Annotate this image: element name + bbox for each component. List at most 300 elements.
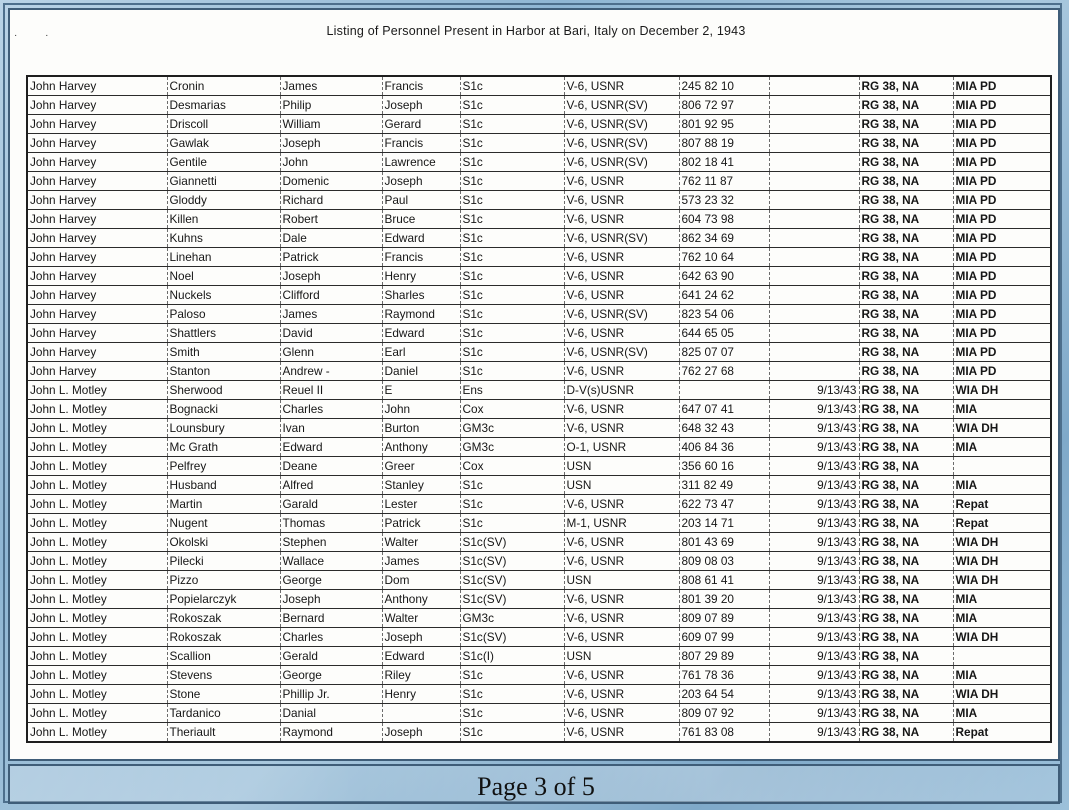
table-row: [27, 685, 1051, 704]
page-indicator: Page 3 of 5: [477, 772, 595, 801]
status-cell: MIA PD: [953, 134, 1051, 153]
service-number-cell: 647 07 41: [679, 400, 769, 419]
date-cell: 9/13/43: [769, 419, 859, 438]
rate-cell: S1c: [460, 514, 564, 533]
first-name-cell: Danial: [280, 704, 382, 723]
table-row: [27, 286, 1051, 305]
table-row: [27, 419, 1051, 438]
first-name-cell: Raymond: [280, 723, 382, 743]
first-name-cell: Andrew -: [280, 362, 382, 381]
ship-cell: John L. Motley: [27, 552, 167, 571]
rate-cell: S1c: [460, 685, 564, 704]
scan-artifact: · ·: [14, 30, 49, 41]
rate-cell: S1c: [460, 172, 564, 191]
service-cell: V-6, USNR(SV): [564, 115, 679, 134]
first-name-cell: Gerald: [280, 647, 382, 666]
status-cell: MIA PD: [953, 343, 1051, 362]
table-row: [27, 96, 1051, 115]
last-name-cell: Driscoll: [167, 115, 280, 134]
service-number-cell: 356 60 16: [679, 457, 769, 476]
service-cell: V-6, USNR: [564, 400, 679, 419]
table-row: [27, 153, 1051, 172]
record-source-cell: RG 38, NA: [859, 438, 953, 457]
middle-name-cell: James: [382, 552, 460, 571]
ship-cell: John Harvey: [27, 229, 167, 248]
middle-name-cell: Burton: [382, 419, 460, 438]
last-name-cell: Lounsbury: [167, 419, 280, 438]
record-source-cell: RG 38, NA: [859, 495, 953, 514]
record-source-cell: RG 38, NA: [859, 115, 953, 134]
service-number-cell: 642 63 90: [679, 267, 769, 286]
status-cell: MIA: [953, 438, 1051, 457]
service-number-cell: 622 73 47: [679, 495, 769, 514]
first-name-cell: Wallace: [280, 552, 382, 571]
ship-cell: John Harvey: [27, 134, 167, 153]
rate-cell: S1c(I): [460, 647, 564, 666]
status-cell: Repat: [953, 514, 1051, 533]
last-name-cell: Desmarias: [167, 96, 280, 115]
first-name-cell: Reuel II: [280, 381, 382, 400]
table-row: [27, 590, 1051, 609]
service-number-cell: 808 61 41: [679, 571, 769, 590]
last-name-cell: Mc Grath: [167, 438, 280, 457]
last-name-cell: Sherwood: [167, 381, 280, 400]
rate-cell: S1c(SV): [460, 552, 564, 571]
status-cell: MIA PD: [953, 267, 1051, 286]
service-cell: V-6, USNR: [564, 210, 679, 229]
date-cell: [769, 134, 859, 153]
status-cell: WIA DH: [953, 533, 1051, 552]
status-cell: MIA PD: [953, 305, 1051, 324]
rate-cell: S1c: [460, 153, 564, 172]
last-name-cell: Popielarczyk: [167, 590, 280, 609]
middle-name-cell: Lawrence: [382, 153, 460, 172]
date-cell: [769, 305, 859, 324]
first-name-cell: Edward: [280, 438, 382, 457]
middle-name-cell: Henry: [382, 267, 460, 286]
status-cell: MIA PD: [953, 286, 1051, 305]
service-cell: V-6, USNR: [564, 324, 679, 343]
date-cell: [769, 229, 859, 248]
rate-cell: S1c: [460, 96, 564, 115]
date-cell: [769, 343, 859, 362]
status-cell: MIA: [953, 400, 1051, 419]
record-source-cell: RG 38, NA: [859, 305, 953, 324]
record-source-cell: RG 38, NA: [859, 343, 953, 362]
service-number-cell: 809 07 92: [679, 704, 769, 723]
status-cell: MIA PD: [953, 229, 1051, 248]
service-number-cell: 245 82 10: [679, 76, 769, 96]
service-cell: V-6, USNR: [564, 286, 679, 305]
first-name-cell: Charles: [280, 628, 382, 647]
table-row: [27, 76, 1051, 96]
service-number-cell: 203 64 54: [679, 685, 769, 704]
status-cell: [953, 457, 1051, 476]
record-source-cell: RG 38, NA: [859, 324, 953, 343]
status-cell: MIA PD: [953, 248, 1051, 267]
table-row: [27, 609, 1051, 628]
service-number-cell: 761 83 08: [679, 723, 769, 743]
table-row: [27, 438, 1051, 457]
ship-cell: John Harvey: [27, 76, 167, 96]
date-cell: 9/13/43: [769, 400, 859, 419]
middle-name-cell: [382, 704, 460, 723]
rate-cell: S1c(SV): [460, 628, 564, 647]
status-cell: MIA PD: [953, 210, 1051, 229]
last-name-cell: Gloddy: [167, 191, 280, 210]
ship-cell: John Harvey: [27, 343, 167, 362]
status-cell: WIA DH: [953, 552, 1051, 571]
service-cell: V-6, USNR: [564, 704, 679, 723]
date-cell: [769, 267, 859, 286]
service-cell: V-6, USNR(SV): [564, 153, 679, 172]
ship-cell: John Harvey: [27, 248, 167, 267]
table-row: [27, 172, 1051, 191]
middle-name-cell: Walter: [382, 533, 460, 552]
rate-cell: S1c: [460, 134, 564, 153]
record-source-cell: RG 38, NA: [859, 267, 953, 286]
record-source-cell: RG 38, NA: [859, 172, 953, 191]
service-number-cell: 641 24 62: [679, 286, 769, 305]
last-name-cell: Okolski: [167, 533, 280, 552]
service-cell: V-6, USNR: [564, 172, 679, 191]
first-name-cell: James: [280, 76, 382, 96]
last-name-cell: Pelfrey: [167, 457, 280, 476]
status-cell: MIA PD: [953, 76, 1051, 96]
ship-cell: John L. Motley: [27, 438, 167, 457]
first-name-cell: James: [280, 305, 382, 324]
table-row: [27, 666, 1051, 685]
table-row: [27, 229, 1051, 248]
date-cell: 9/13/43: [769, 685, 859, 704]
last-name-cell: Cronin: [167, 76, 280, 96]
date-cell: [769, 76, 859, 96]
service-number-cell: 807 29 89: [679, 647, 769, 666]
ship-cell: John L. Motley: [27, 609, 167, 628]
date-cell: 9/13/43: [769, 552, 859, 571]
record-source-cell: RG 38, NA: [859, 419, 953, 438]
first-name-cell: Joseph: [280, 134, 382, 153]
first-name-cell: Ivan: [280, 419, 382, 438]
service-number-cell: 762 11 87: [679, 172, 769, 191]
ship-cell: John L. Motley: [27, 704, 167, 723]
rate-cell: S1c: [460, 248, 564, 267]
date-cell: [769, 96, 859, 115]
record-source-cell: RG 38, NA: [859, 153, 953, 172]
status-cell: MIA: [953, 590, 1051, 609]
status-cell: MIA: [953, 476, 1051, 495]
record-source-cell: RG 38, NA: [859, 666, 953, 685]
status-cell: MIA PD: [953, 96, 1051, 115]
last-name-cell: Scallion: [167, 647, 280, 666]
table-row: [27, 457, 1051, 476]
table-row: [27, 381, 1051, 400]
date-cell: 9/13/43: [769, 723, 859, 743]
record-source-cell: RG 38, NA: [859, 590, 953, 609]
date-cell: [769, 324, 859, 343]
ship-cell: John L. Motley: [27, 571, 167, 590]
service-cell: V-6, USNR(SV): [564, 305, 679, 324]
first-name-cell: Deane: [280, 457, 382, 476]
first-name-cell: Clifford: [280, 286, 382, 305]
ship-cell: John Harvey: [27, 305, 167, 324]
middle-name-cell: Joseph: [382, 723, 460, 743]
last-name-cell: Stanton: [167, 362, 280, 381]
date-cell: [769, 172, 859, 191]
first-name-cell: Bernard: [280, 609, 382, 628]
first-name-cell: Phillip Jr.: [280, 685, 382, 704]
date-cell: [769, 362, 859, 381]
rate-cell: S1c: [460, 210, 564, 229]
rate-cell: S1c: [460, 305, 564, 324]
status-cell: MIA PD: [953, 324, 1051, 343]
table-row: [27, 514, 1051, 533]
record-source-cell: RG 38, NA: [859, 248, 953, 267]
rate-cell: S1c: [460, 286, 564, 305]
middle-name-cell: Anthony: [382, 590, 460, 609]
ship-cell: John L. Motley: [27, 647, 167, 666]
rate-cell: GM3c: [460, 609, 564, 628]
status-cell: WIA DH: [953, 571, 1051, 590]
last-name-cell: Pilecki: [167, 552, 280, 571]
middle-name-cell: Joseph: [382, 96, 460, 115]
table-row: [27, 305, 1051, 324]
middle-name-cell: Francis: [382, 134, 460, 153]
ship-cell: John L. Motley: [27, 457, 167, 476]
record-source-cell: RG 38, NA: [859, 400, 953, 419]
status-cell: MIA PD: [953, 115, 1051, 134]
middle-name-cell: Greer: [382, 457, 460, 476]
middle-name-cell: Daniel: [382, 362, 460, 381]
service-number-cell: 801 43 69: [679, 533, 769, 552]
service-cell: V-6, USNR: [564, 590, 679, 609]
last-name-cell: Kuhns: [167, 229, 280, 248]
service-cell: V-6, USNR: [564, 552, 679, 571]
ship-cell: John L. Motley: [27, 590, 167, 609]
service-cell: V-6, USNR: [564, 666, 679, 685]
service-cell: V-6, USNR: [564, 723, 679, 743]
service-cell: V-6, USNR(SV): [564, 134, 679, 153]
last-name-cell: Killen: [167, 210, 280, 229]
record-source-cell: RG 38, NA: [859, 723, 953, 743]
status-cell: Repat: [953, 723, 1051, 743]
first-name-cell: Dale: [280, 229, 382, 248]
service-number-cell: 406 84 36: [679, 438, 769, 457]
service-number-cell: 801 92 95: [679, 115, 769, 134]
service-cell: V-6, USNR: [564, 191, 679, 210]
middle-name-cell: Walter: [382, 609, 460, 628]
service-number-cell: 825 07 07: [679, 343, 769, 362]
ship-cell: John L. Motley: [27, 381, 167, 400]
first-name-cell: David: [280, 324, 382, 343]
table-row: [27, 704, 1051, 723]
service-number-cell: 573 23 32: [679, 191, 769, 210]
status-cell: MIA: [953, 666, 1051, 685]
first-name-cell: Domenic: [280, 172, 382, 191]
record-source-cell: RG 38, NA: [859, 96, 953, 115]
middle-name-cell: Earl: [382, 343, 460, 362]
date-cell: 9/13/43: [769, 628, 859, 647]
ship-cell: John L. Motley: [27, 495, 167, 514]
date-cell: 9/13/43: [769, 476, 859, 495]
table-row: [27, 723, 1051, 743]
table-row: [27, 628, 1051, 647]
service-cell: USN: [564, 457, 679, 476]
table-row: [27, 552, 1051, 571]
rate-cell: S1c: [460, 495, 564, 514]
service-cell: V-6, USNR(SV): [564, 343, 679, 362]
record-source-cell: RG 38, NA: [859, 362, 953, 381]
date-cell: 9/13/43: [769, 495, 859, 514]
rate-cell: S1c(SV): [460, 571, 564, 590]
date-cell: 9/13/43: [769, 609, 859, 628]
rate-cell: S1c(SV): [460, 590, 564, 609]
table-row: [27, 571, 1051, 590]
date-cell: 9/13/43: [769, 533, 859, 552]
service-cell: V-6, USNR: [564, 685, 679, 704]
service-cell: M-1, USNR: [564, 514, 679, 533]
last-name-cell: Gentile: [167, 153, 280, 172]
first-name-cell: Joseph: [280, 267, 382, 286]
service-cell: V-6, USNR(SV): [564, 96, 679, 115]
table-row: [27, 324, 1051, 343]
service-number-cell: 809 08 03: [679, 552, 769, 571]
table-row: [27, 533, 1051, 552]
rate-cell: S1c: [460, 476, 564, 495]
middle-name-cell: E: [382, 381, 460, 400]
service-number-cell: 648 32 43: [679, 419, 769, 438]
last-name-cell: Bognacki: [167, 400, 280, 419]
ship-cell: John Harvey: [27, 153, 167, 172]
status-cell: MIA PD: [953, 153, 1051, 172]
ship-cell: John L. Motley: [27, 666, 167, 685]
first-name-cell: Thomas: [280, 514, 382, 533]
service-cell: V-6, USNR: [564, 362, 679, 381]
record-source-cell: RG 38, NA: [859, 704, 953, 723]
service-cell: V-6, USNR: [564, 419, 679, 438]
middle-name-cell: Dom: [382, 571, 460, 590]
service-number-cell: 823 54 06: [679, 305, 769, 324]
record-source-cell: RG 38, NA: [859, 628, 953, 647]
date-cell: 9/13/43: [769, 571, 859, 590]
rate-cell: GM3c: [460, 419, 564, 438]
rate-cell: S1c: [460, 229, 564, 248]
last-name-cell: Rokoszak: [167, 628, 280, 647]
service-number-cell: 609 07 99: [679, 628, 769, 647]
middle-name-cell: Gerard: [382, 115, 460, 134]
middle-name-cell: Patrick: [382, 514, 460, 533]
ship-cell: John Harvey: [27, 362, 167, 381]
last-name-cell: Stone: [167, 685, 280, 704]
table-row: [27, 476, 1051, 495]
rate-cell: S1c(SV): [460, 533, 564, 552]
rate-cell: Cox: [460, 457, 564, 476]
record-source-cell: RG 38, NA: [859, 457, 953, 476]
date-cell: [769, 286, 859, 305]
middle-name-cell: Bruce: [382, 210, 460, 229]
last-name-cell: Paloso: [167, 305, 280, 324]
rate-cell: S1c: [460, 324, 564, 343]
last-name-cell: Linehan: [167, 248, 280, 267]
middle-name-cell: Stanley: [382, 476, 460, 495]
record-source-cell: RG 38, NA: [859, 134, 953, 153]
ship-cell: John L. Motley: [27, 685, 167, 704]
last-name-cell: Rokoszak: [167, 609, 280, 628]
last-name-cell: Theriault: [167, 723, 280, 743]
date-cell: 9/13/43: [769, 666, 859, 685]
rate-cell: S1c: [460, 704, 564, 723]
record-source-cell: RG 38, NA: [859, 514, 953, 533]
document-scan: [8, 8, 1060, 761]
first-name-cell: Philip: [280, 96, 382, 115]
first-name-cell: Garald: [280, 495, 382, 514]
service-cell: V-6, USNR: [564, 248, 679, 267]
ship-cell: John L. Motley: [27, 514, 167, 533]
status-cell: MIA: [953, 704, 1051, 723]
ship-cell: John L. Motley: [27, 628, 167, 647]
first-name-cell: Alfred: [280, 476, 382, 495]
personnel-table-wrap: [26, 75, 1050, 743]
record-source-cell: RG 38, NA: [859, 476, 953, 495]
status-cell: WIA DH: [953, 419, 1051, 438]
service-cell: USN: [564, 571, 679, 590]
service-cell: V-6, USNR: [564, 495, 679, 514]
date-cell: [769, 153, 859, 172]
record-source-cell: RG 38, NA: [859, 286, 953, 305]
record-source-cell: RG 38, NA: [859, 571, 953, 590]
first-name-cell: Patrick: [280, 248, 382, 267]
rate-cell: S1c: [460, 362, 564, 381]
status-cell: [953, 647, 1051, 666]
service-cell: D-V(s)USNR: [564, 381, 679, 400]
footer-bar: [8, 764, 1060, 804]
date-cell: 9/13/43: [769, 514, 859, 533]
last-name-cell: Stevens: [167, 666, 280, 685]
first-name-cell: Richard: [280, 191, 382, 210]
middle-name-cell: Raymond: [382, 305, 460, 324]
table-row: [27, 362, 1051, 381]
ship-cell: John L. Motley: [27, 533, 167, 552]
last-name-cell: Nuckels: [167, 286, 280, 305]
record-source-cell: RG 38, NA: [859, 381, 953, 400]
service-number-cell: 644 65 05: [679, 324, 769, 343]
first-name-cell: William: [280, 115, 382, 134]
status-cell: WIA DH: [953, 628, 1051, 647]
service-number-cell: 762 27 68: [679, 362, 769, 381]
middle-name-cell: Francis: [382, 248, 460, 267]
middle-name-cell: Edward: [382, 647, 460, 666]
service-cell: V-6, USNR: [564, 267, 679, 286]
first-name-cell: George: [280, 571, 382, 590]
table-row: [27, 248, 1051, 267]
record-source-cell: RG 38, NA: [859, 685, 953, 704]
middle-name-cell: Lester: [382, 495, 460, 514]
date-cell: [769, 191, 859, 210]
first-name-cell: Robert: [280, 210, 382, 229]
service-cell: V-6, USNR: [564, 609, 679, 628]
status-cell: MIA PD: [953, 362, 1051, 381]
record-source-cell: RG 38, NA: [859, 533, 953, 552]
middle-name-cell: Sharles: [382, 286, 460, 305]
status-cell: MIA PD: [953, 172, 1051, 191]
status-cell: MIA: [953, 609, 1051, 628]
service-cell: USN: [564, 476, 679, 495]
service-cell: V-6, USNR: [564, 533, 679, 552]
last-name-cell: Shattlers: [167, 324, 280, 343]
first-name-cell: Joseph: [280, 590, 382, 609]
service-cell: V-6, USNR(SV): [564, 229, 679, 248]
ship-cell: John Harvey: [27, 115, 167, 134]
